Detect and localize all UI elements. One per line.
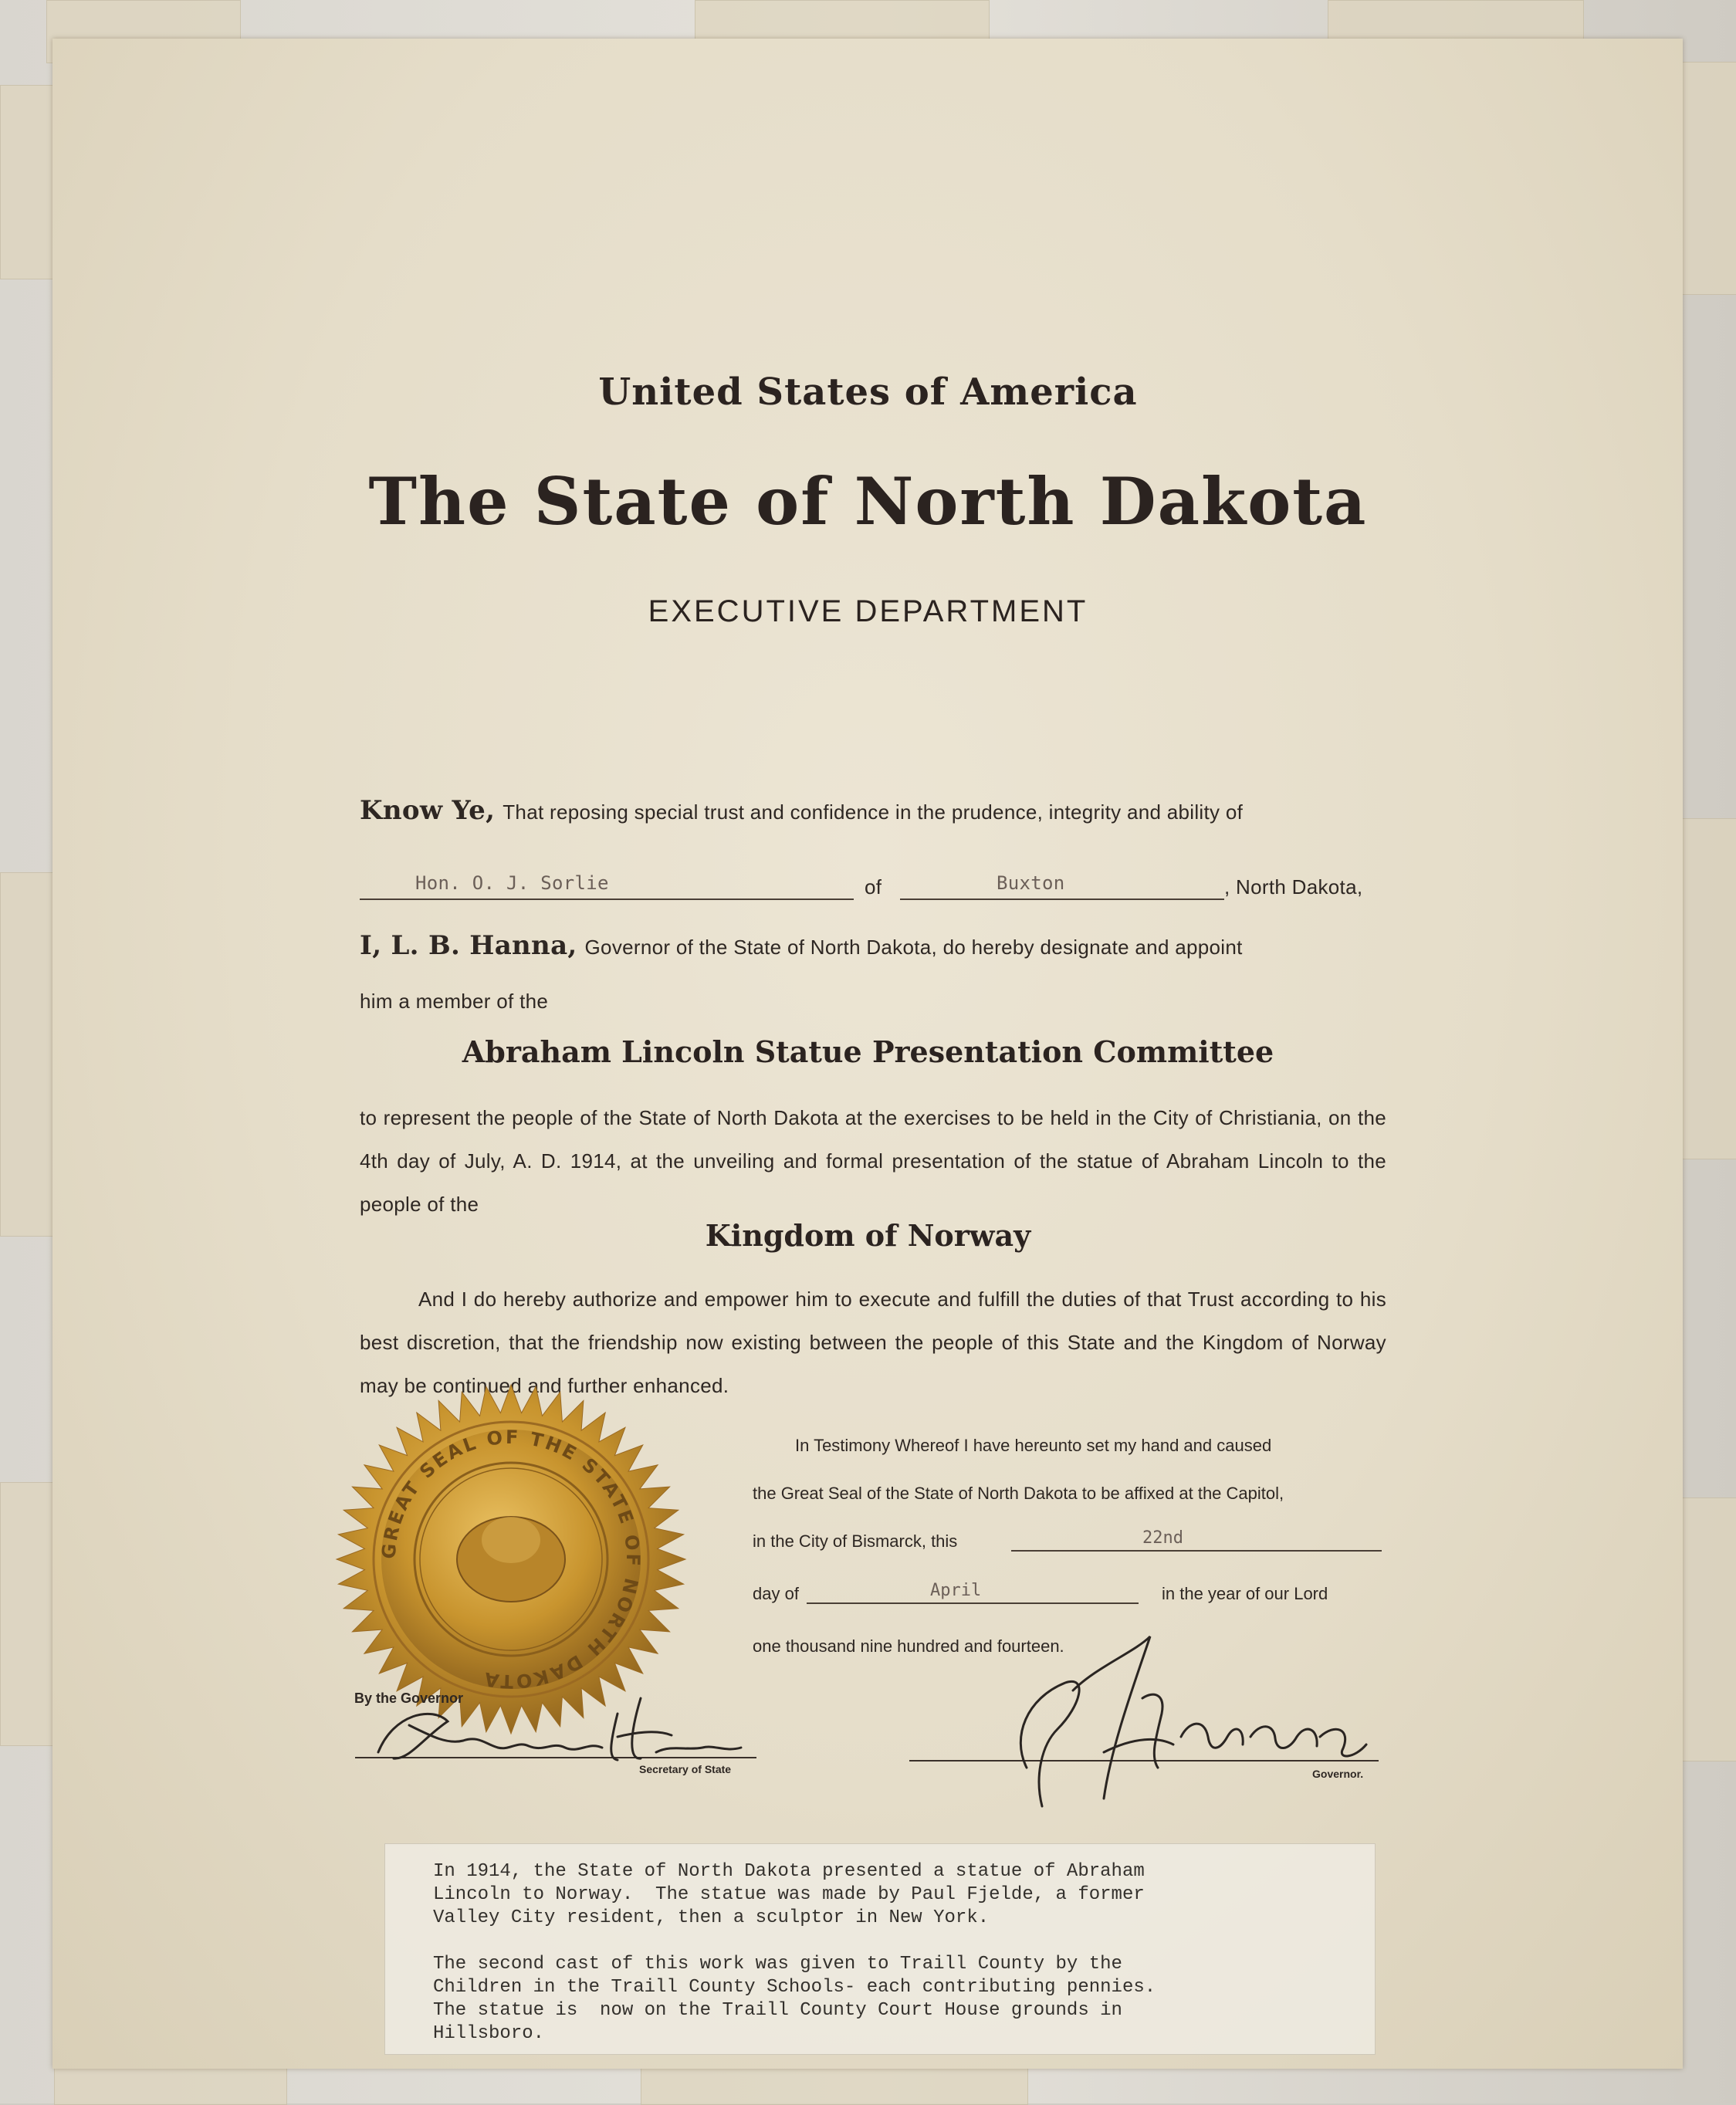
month-value: April	[930, 1581, 982, 1600]
committee-heading: Abraham Lincoln Statue Presentation Committee	[462, 1034, 1274, 1069]
member-text: him a member of the	[360, 990, 549, 1013]
testimony-line-2: the Great Seal of the State of North Dakota to be affixed at the Capitol,	[753, 1484, 1284, 1503]
state-suffix: , North Dakota,	[1224, 875, 1363, 899]
kingdom-heading: Kingdom of Norway	[705, 1218, 1031, 1253]
authorize-paragraph: And I do hereby authorize and empower him to execute and fulfill the duties of that Trust according to his best discretion, that the friendship now existing between the people of this State and the Kingdom of Norway may be continued and further enhanced.	[360, 1288, 1386, 1397]
know-ye-paragraph	[360, 795, 1386, 826]
testimony-line-3: in the City of Bismarck, this	[753, 1531, 958, 1551]
governor-signature	[957, 1621, 1389, 1822]
appointee-name: Hon. O. J. Sorlie	[415, 872, 609, 894]
know-ye-lead: Know Ye,	[360, 795, 496, 826]
by-the-governor-label: By the Governor	[354, 1690, 464, 1706]
governor-paragraph	[360, 930, 1386, 961]
represent-paragraph: to represent the people of the State of North Dakota at the exercises to be held in the City of Christiania, on the 4th day of July, A. D. 1914, at the unveiling and formal presentation of the statue of Abraham Lincoln to the people of the	[360, 1106, 1386, 1216]
day-line	[1011, 1527, 1382, 1552]
testimony-line-5: one thousand nine hundred and fourteen.	[753, 1636, 1064, 1656]
department-heading: EXECUTIVE DEPARTMENT	[648, 594, 1088, 628]
note-line: The second cast of this work was given to Traill County by the	[433, 1954, 1122, 1975]
testimony-line-4-prefix: day of	[753, 1584, 799, 1603]
testimony-line-4-suffix: in the year of our Lord	[1162, 1584, 1328, 1603]
seal-text: GREAT SEAL OF THE STATE OF NORTH DAKOTA	[377, 1426, 645, 1693]
know-ye-text: That reposing special trust and confidence in the prudence, integrity and ability of	[503, 800, 1244, 824]
note-line: Children in the Traill County Schools- each contributing pennies.	[433, 1977, 1156, 1998]
note-line: In 1914, the State of North Dakota presented a statue of Abraham	[433, 1861, 1145, 1882]
secretary-signature	[363, 1667, 764, 1775]
secretary-of-state-label: Secretary of State	[639, 1763, 732, 1775]
note-line: The statue is now on the Traill County Court House grounds in	[433, 2000, 1122, 2021]
governor-lead: I, L. B. Hanna,	[360, 930, 577, 961]
governor-label: Governor.	[1312, 1768, 1364, 1780]
day-value: 22nd	[1142, 1528, 1183, 1548]
typed-note-label	[384, 1843, 1376, 2055]
of-word: of	[865, 875, 882, 899]
note-line: Hillsboro.	[433, 2023, 545, 2044]
country-heading: United States of America	[598, 371, 1138, 414]
appointee-town: Buxton	[997, 872, 1065, 894]
governor-text: Governor of the State of North Dakota, do hereby designate and appoint	[584, 936, 1243, 959]
testimony-line-1: In Testimony Whereof I have hereunto set my hand and caused	[795, 1436, 1272, 1455]
state-title: The State of North Dakota	[368, 463, 1368, 540]
note-line: Lincoln to Norway. The statue was made by Paul Fjelde, a former	[433, 1884, 1145, 1905]
note-line: Valley City resident, then a sculptor in New York.	[433, 1907, 990, 1928]
